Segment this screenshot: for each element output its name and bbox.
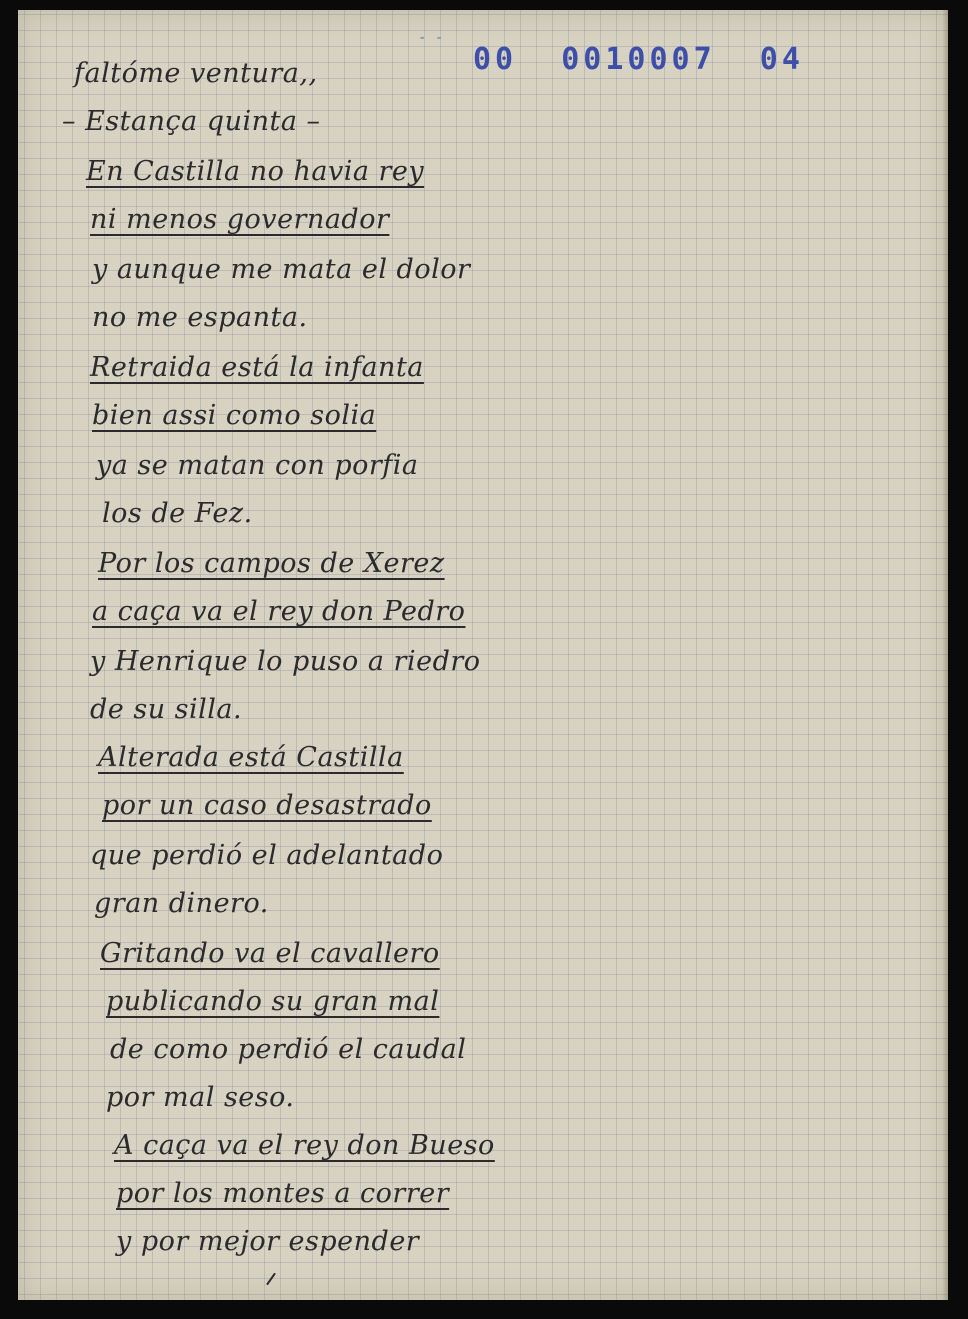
poem-line: ya se matan con porfia (96, 450, 419, 481)
poem-line: Por los campos de Xerez (98, 548, 445, 579)
paper-edge-shadow (942, 10, 948, 1300)
stamp-dots: - - (418, 30, 444, 46)
poem-line: los de Fez. (102, 498, 253, 529)
poem-line: de su silla. (90, 694, 243, 725)
archive-stamp-number: 00 0010007 04 (473, 42, 804, 77)
poem-line: y aunque me mata el dolor (92, 254, 471, 285)
poem-line: por los montes a correr (116, 1178, 450, 1209)
poem-line: que perdió el adelantado (90, 840, 444, 871)
poem-line: publicando su gran mal (106, 986, 440, 1017)
poem-line: y Henrique lo puso a riedro (90, 646, 481, 677)
poem-line: gran dinero. (94, 888, 269, 919)
poem-line: faltóme ventura,, (74, 58, 318, 89)
poem-line: por mal seso. (106, 1082, 295, 1113)
poem-line: – Estança quinta – (62, 106, 321, 137)
poem-line: ni menos governador (90, 204, 390, 235)
poem-line: Retraida está la infanta (90, 352, 424, 383)
poem-line: por un caso desastrado (102, 790, 432, 821)
poem-line: Gritando va el cavallero (100, 938, 440, 969)
manuscript-page (18, 10, 948, 1300)
poem-line: de como perdió el caudal (110, 1034, 467, 1065)
poem-line: y por mejor espender (116, 1226, 420, 1257)
poem-line: a caça va el rey don Pedro (92, 596, 466, 627)
poem-line: En Castilla no havia rey (86, 156, 425, 187)
poem-line: Alterada está Castilla (98, 742, 404, 773)
poem-line: A caça va el rey don Bueso (114, 1130, 495, 1161)
poem-line: no me espanta. (92, 302, 308, 333)
poem-line: bien assi como solia (92, 400, 377, 431)
pen-mark (266, 1273, 276, 1286)
